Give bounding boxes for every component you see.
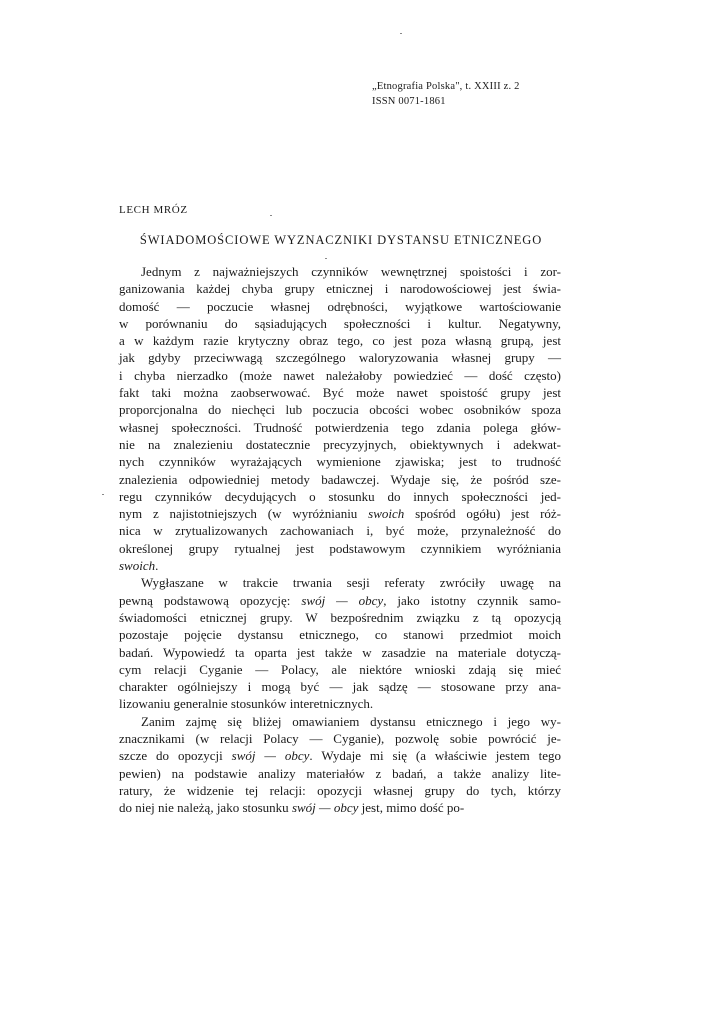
text-segment: w porównaniu do sąsiadujących społeczności i kultur. Negatywny, — [119, 315, 561, 331]
text-segment: . — [155, 558, 159, 574]
text-segment: własnej społeczności. Trudność potwierdzenia tego zdania polega głów- — [119, 419, 561, 435]
paragraph — [119, 574, 561, 712]
text-line — [119, 782, 561, 799]
text-segment: cym relacji Cyganie — Polacy, ale niektóre wnioski zdają się mieć — [119, 661, 561, 677]
text-segment: jest, mimo dość po- — [358, 800, 465, 816]
text-line — [119, 799, 561, 816]
author-name: LECH MRÓZ — [119, 204, 188, 216]
text-segment: Wygłaszane w trakcie trwania sesji referaty zwróciły uwagę na — [141, 575, 561, 591]
text-line — [119, 263, 561, 280]
text-line — [119, 401, 561, 418]
text-line — [119, 471, 561, 488]
scan-speck — [102, 494, 104, 495]
issn-number: ISSN 0071-1861 — [372, 96, 446, 107]
text-line — [119, 505, 561, 522]
article-body — [119, 263, 561, 817]
text-segment: badań. Wypowiedź ta oparta jest także w zasadzie na materiale dotyczą- — [119, 644, 561, 660]
text-segment: ganizowania każdej chyba grupy etnicznej i narodowościowej jest świa- — [119, 281, 561, 297]
text-line — [119, 367, 561, 384]
text-segment: nym z najistotniejszych (w wyróżnianiu — [119, 506, 369, 522]
text-segment: pewną podstawową opozycję: — [119, 592, 302, 608]
article-title: ŚWIADOMOŚCIOWE WYZNACZNIKI DYSTANSU ETNICZNEGO — [139, 233, 543, 247]
text-segment: charakter ogólniejszy i mogą być — jak sądzę — stosowane przy ana- — [119, 679, 561, 695]
text-line — [119, 747, 561, 764]
paragraph — [119, 263, 561, 574]
text-segment: pewien) na podstawie analizy materiałów z badań, a także analizy lite- — [119, 765, 561, 781]
text-segment: lizowaniu generalnie stosunków interetnicznych. — [119, 696, 374, 712]
text-segment: nych czynników wyrażających wymienione zjawiska; jest to trudność — [119, 454, 561, 470]
journal-citation: „Etnografia Polska", t. XXIII z. 2 — [372, 81, 520, 92]
text-segment: świadomości etnicznej grupy. W bezpośrednim związku z tą opozycją — [119, 609, 561, 625]
text-segment: szcze do opozycji — [119, 748, 232, 764]
text-segment: regu czynników decydujących o stosunku do innych społeczności jed- — [119, 488, 561, 504]
text-line — [119, 488, 561, 505]
text-segment: proporcjonalna do niechęci lub poczucia obcości wobec osobników spoza — [119, 402, 561, 418]
text-line — [119, 557, 561, 574]
text-line — [119, 436, 561, 453]
text-segment: spośród ogółu) jest róż- — [404, 506, 562, 522]
text-segment: ratury, że widzenie tej relacji: opozycji własnej grupy do tych, którzy — [119, 782, 561, 798]
text-segment: do niej nie należą, jako stosunku — [119, 800, 292, 816]
scan-speck — [400, 33, 402, 34]
text-segment: i chyba nierzadko (może nawet należałoby powiedzieć — dość często) — [119, 367, 561, 383]
text-segment: . Wydaje mi się (a właściwie jestem tego — [309, 748, 561, 764]
text-line — [119, 713, 561, 730]
italic-term: swoich — [368, 506, 405, 522]
text-line — [119, 609, 561, 626]
text-segment: Jednym z najważniejszych czynników wewnętrznej spoistości i zor- — [141, 264, 561, 279]
text-line — [119, 574, 561, 591]
text-line — [119, 644, 561, 661]
italic-term: swój — obcy — [291, 800, 359, 816]
text-line — [119, 384, 561, 401]
text-segment: nica w zrytualizowanych zachowaniach i, być może, przynależność do — [119, 523, 561, 539]
text-line — [119, 453, 561, 470]
scan-speck — [270, 215, 272, 216]
text-segment: domość — poczucie własnej odrębności, wyjątkowe wartościowanie — [119, 298, 561, 314]
text-line — [119, 419, 561, 436]
text-line — [119, 730, 561, 747]
text-line — [119, 626, 561, 643]
text-line — [119, 315, 561, 332]
journal-header — [372, 79, 520, 109]
italic-term: swój — obcy — [231, 748, 310, 764]
scan-speck — [325, 258, 327, 259]
text-segment: znacznikami (w relacji Polacy — Cyganie), pozwolę sobie powrócić je- — [119, 731, 561, 747]
text-line — [119, 332, 561, 349]
text-segment: a w każdym razie krytyczny obraz tego, co jest poza własną grupą, jest — [119, 333, 561, 349]
paragraph — [119, 713, 561, 817]
text-segment: nie na znalezieniu dostatecznie precyzyjnych, obiektywnych i adekwat- — [119, 436, 561, 452]
text-line — [119, 695, 561, 712]
text-segment: fakt taki można zaobserwować. Być może nawet spoistość grupy jest — [119, 385, 561, 401]
text-segment: Zanim zajmę się bliżej omawianiem dystansu etnicznego i jego wy- — [141, 713, 561, 729]
text-line — [119, 661, 561, 678]
italic-term: swoich — [119, 558, 156, 574]
text-segment: znalezienia odpowiedniej metody badawczej. Wydaje się, że pośród sze- — [119, 471, 561, 487]
text-segment: , jako istotny czynnik samo- — [383, 592, 562, 608]
text-line — [119, 765, 561, 782]
text-line — [119, 280, 561, 297]
text-line — [119, 678, 561, 695]
text-segment: pozostaje pojęcie dystansu etnicznego, co stanowi przedmiot moich — [119, 627, 561, 643]
italic-term: swój — obcy — [301, 592, 384, 608]
text-segment: określonej grupy rytualnej jest podstawowym czynnikiem wyróżniania — [119, 540, 561, 556]
text-line — [119, 522, 561, 539]
text-line — [119, 540, 561, 557]
text-segment: jak gdyby przeciwwagą szczególnego waloryzowania własnej grupy — — [119, 350, 561, 366]
text-line — [119, 592, 561, 609]
text-line — [119, 298, 561, 315]
text-line — [119, 349, 561, 366]
